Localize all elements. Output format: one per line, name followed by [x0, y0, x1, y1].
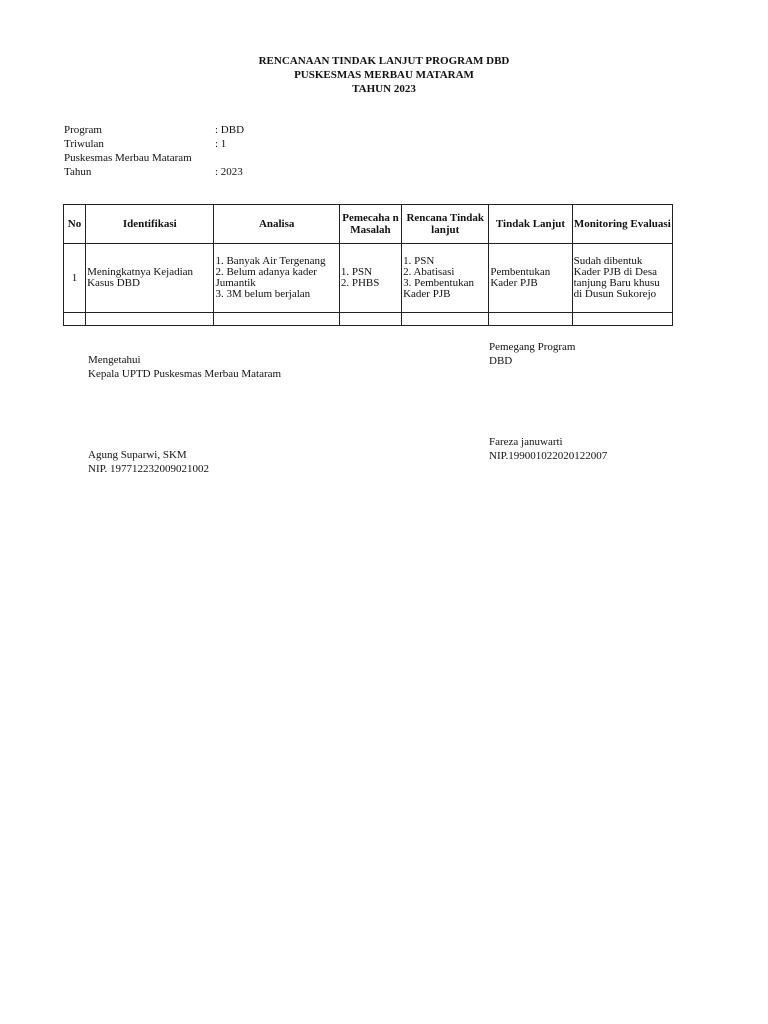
empty-cell: [402, 313, 489, 326]
info-value: : DBD: [215, 124, 245, 136]
info-label: Triwulan: [64, 138, 104, 150]
cell-rencana-tindak-lanjut: [402, 244, 489, 313]
follow-up-plan-table: [63, 204, 673, 326]
info-label: Puskesmas Merbau Mataram: [64, 152, 192, 164]
rencana-item: 3. Pembentukan Kader PJB: [403, 277, 474, 300]
info-label: Program: [64, 124, 102, 136]
signature-right-nip: NIP.199001022020122007: [489, 450, 608, 462]
column-header-monitoring-evaluasi: Monitoring Evaluasi: [572, 205, 672, 244]
empty-cell: [572, 313, 672, 326]
empty-cell: [214, 313, 339, 326]
empty-cell: [64, 313, 86, 326]
table-header-row: [64, 205, 673, 244]
column-header-identifikasi: Identifikasi: [86, 205, 214, 244]
pemecahan-item: 1. PSN: [340, 266, 373, 278]
empty-cell: [489, 313, 572, 326]
column-header-rencana-tindak-lanjut: Rencana Tindak lanjut: [402, 205, 489, 244]
cell-pemecahan-masalah: [339, 244, 401, 313]
signature-left-role: Kepala UPTD Puskesmas Merbau Mataram: [88, 368, 282, 380]
info-value: : 1: [215, 138, 227, 150]
empty-cell: [339, 313, 401, 326]
cell-tindak-lanjut: Pembentukan Kader PJB: [489, 244, 572, 313]
rencana-item: 1. PSN: [403, 255, 435, 267]
cell-analisa: [214, 244, 339, 313]
document-title-line-1: RENCANAAN TINDAK LANJUT PROGRAM DBD: [258, 55, 510, 67]
table-row-empty: [64, 313, 673, 326]
signature-left-name: Agung Suparwi, SKM: [88, 449, 187, 461]
empty-cell: [86, 313, 214, 326]
analisa-item: 3. 3M belum berjalan: [215, 288, 311, 300]
analisa-item: 2. Belum adanya kader Jumantik: [215, 266, 317, 289]
analisa-item: 1. Banyak Air Tergenang: [215, 255, 326, 267]
pemecahan-item: 2. PHBS: [340, 277, 380, 289]
signature-left-caption: Mengetahui: [88, 354, 141, 366]
signature-right-name: Fareza januwarti: [489, 436, 563, 448]
document-title-line-3: TAHUN 2023: [352, 83, 416, 95]
column-header-no: No: [64, 205, 86, 244]
document-title-line-2: PUSKESMAS MERBAU MATARAM: [294, 69, 474, 81]
column-header-pemecahan-masalah: Pemecaha n Masalah: [339, 205, 401, 244]
info-value: : 2023: [215, 166, 243, 178]
cell-identifikasi: Meningkatnya Kejadian Kasus DBD: [86, 244, 214, 313]
column-header-tindak-lanjut: Tindak Lanjut: [489, 205, 572, 244]
signature-right-role: Pemegang Program: [489, 341, 576, 353]
rencana-item: 2. Abatisasi: [403, 266, 455, 278]
info-label: Tahun: [64, 166, 92, 178]
signature-right-program: DBD: [489, 355, 513, 367]
cell-monitoring-evaluasi: Sudah dibentuk Kader PJB di Desa tanjung Baru khusu di Dusun Sukorejo: [572, 244, 672, 313]
column-header-analisa: Analisa: [214, 205, 339, 244]
cell-no: 1: [64, 244, 86, 313]
signature-left-nip: NIP. 197712232009021002: [88, 463, 210, 475]
table-row: [64, 244, 673, 313]
